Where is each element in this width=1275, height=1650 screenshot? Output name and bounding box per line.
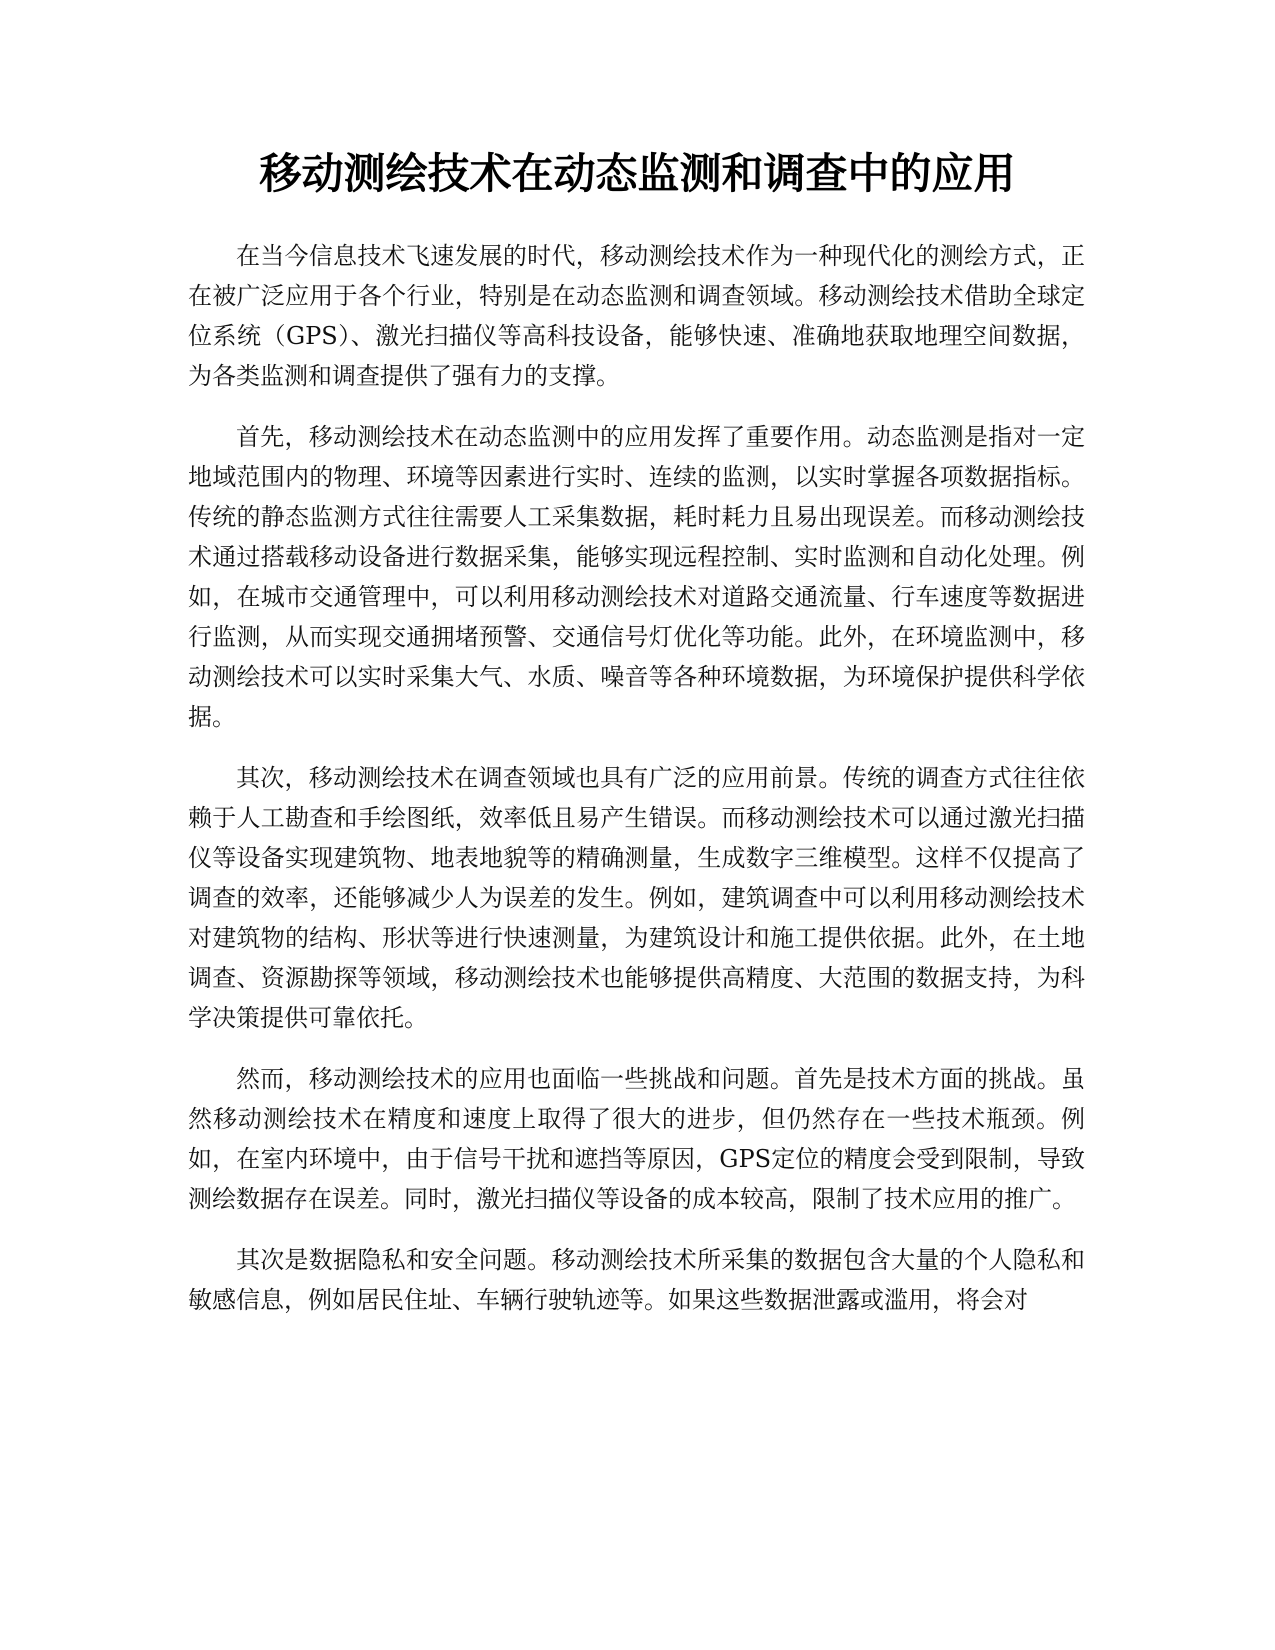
paragraph-dynamic-monitoring: 首先，移动测绘技术在动态监测中的应用发挥了重要作用。动态监测是指对一定地域范围内的物理、环境等因素进行实时、连续的监测，以实时掌握各项数据指标。传统的静态监测方式往往需要人工采集数据，耗时耗力且易出现误差。而移动测绘技术通过搭载移动设备进行数据采集，能够实现远程控制、实时监测和自动化处理。例如，在城市交通管理中，可以利用移动测绘技术对道路交通流量、行车速度等数据进行监测，从而实现交通拥堵预警、交通信号灯优化等功能。此外，在环境监测中，移动测绘技术可以实时采集大气、水质、噪音等各种环境数据，为环境保护提供科学依据。 (188, 423, 1085, 731)
paragraph-challenges: 然而，移动测绘技术的应用也面临一些挑战和问题。首先是技术方面的挑战。虽然移动测绘技术在精度和速度上取得了很大的进步，但仍然存在一些技术瓶颈。例如，在室内环境中，由于信号干扰和遮挡等原因，GPS定位的精度会受到限制，导致测绘数据存在误差。同时，激光扫描仪等设备的成本较高，限制了技术应用的推广。 (188, 1065, 1085, 1213)
document-title: 移动测绘技术在动态监测和调查中的应用 (259, 149, 1016, 198)
paragraph-survey: 其次，移动测绘技术在调查领域也具有广泛的应用前景。传统的调查方式往往依赖于人工勘查和手绘图纸，效率低且易产生错误。而移动测绘技术可以通过激光扫描仪等设备实现建筑物、地表地貌等的精确测量，生成数字三维模型。这样不仅提高了调查的效率，还能够减少人为误差的发生。例如，建筑调查中可以利用移动测绘技术对建筑物的结构、形状等进行快速测量，为建筑设计和施工提供依据。此外，在土地调查、资源勘探等领域，移动测绘技术也能够提供高精度、大范围的数据支持，为科学决策提供可靠依托。 (188, 764, 1085, 1032)
paragraph-privacy: 其次是数据隐私和安全问题。移动测绘技术所采集的数据包含大量的个人隐私和敏感信息，例如居民住址、车辆行驶轨迹等。如果这些数据泄露或滥用，将会对 (188, 1246, 1085, 1314)
document-body (188, 236, 1085, 1341)
paragraph-intro: 在当今信息技术飞速发展的时代，移动测绘技术作为一种现代化的测绘方式，正在被广泛应用于各个行业，特别是在动态监测和调查领域。移动测绘技术借助全球定位系统（GPS）、激光扫描仪等高科技设备，能够快速、准确地获取地理空间数据，为各类监测和调查提供了强有力的支撑。 (188, 242, 1085, 390)
